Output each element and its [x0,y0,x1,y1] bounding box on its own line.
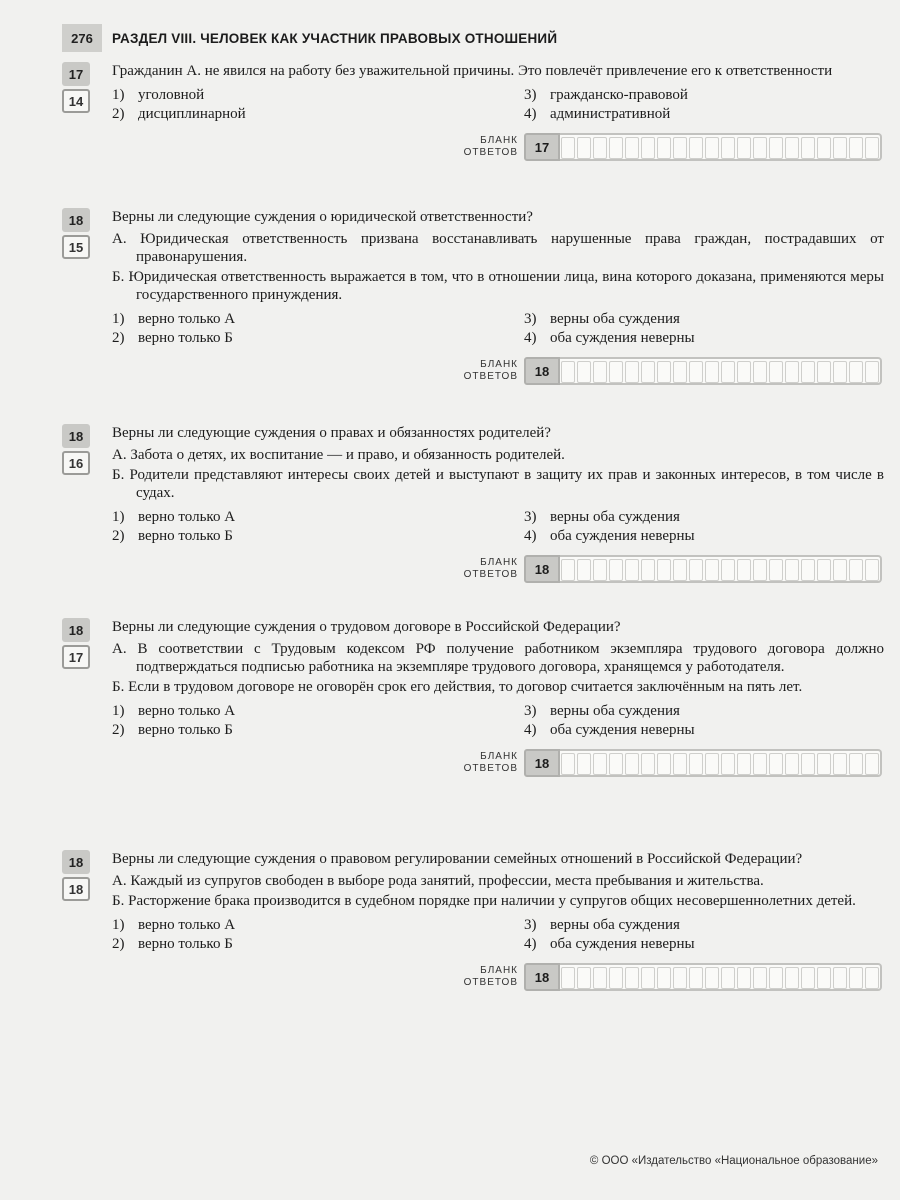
answer-cells[interactable] [560,963,882,991]
answer-cell[interactable] [577,753,591,775]
task-body [112,850,884,953]
answer-cell[interactable] [753,967,767,989]
answer-cell[interactable] [849,753,863,775]
answer-cell[interactable] [561,361,575,383]
answer-option [524,86,884,104]
answer-cell[interactable] [593,361,607,383]
answer-cell[interactable] [689,967,703,989]
answer-cell[interactable] [593,967,607,989]
answer-cell[interactable] [849,967,863,989]
answer-cell[interactable] [737,753,751,775]
option-text: верно только А [138,311,236,327]
answer-cell[interactable] [593,753,607,775]
answer-cell[interactable] [737,559,751,581]
answer-cell[interactable] [641,361,655,383]
answer-cell[interactable] [865,559,879,581]
answer-option [524,310,884,328]
task-body [112,62,884,123]
task-index-badge: 18 [62,877,90,901]
answer-cell[interactable] [673,967,687,989]
answer-cell[interactable] [769,361,783,383]
question-text: Верны ли следующие суждения о правовом регулировании семейных отношений в Российской Федерации? [112,851,803,867]
option-number: 1) [112,703,125,719]
option-text: верны оба суждения [550,311,680,327]
answer-cell[interactable] [737,967,751,989]
statement-text: А. Забота о детях, их воспитание — и право, и обязанность родителей. [112,447,565,463]
statement-text: Б. Расторжение брака производится в судебном порядке при наличии у супругов общих несовершеннолетних детей. [112,893,856,909]
option-number: 2) [112,936,125,952]
answer-label-line2: ОТВЕТОВ [463,977,518,988]
answer-label-line2: ОТВЕТОВ [463,147,518,158]
answer-cell[interactable] [753,753,767,775]
task-number-badge: 18 [62,850,90,874]
option-text: оба суждения неверны [550,936,695,952]
answer-cell[interactable] [769,559,783,581]
option-text: верны оба суждения [550,703,680,719]
answer-option [112,310,524,328]
question-text: Верны ли следующие суждения о правах и обязанностях родителей? [112,425,551,441]
answer-cell[interactable] [657,967,671,989]
answer-cell[interactable] [577,361,591,383]
answer-form-number: 18 [524,357,560,385]
task-block [62,424,884,580]
answer-cell[interactable] [673,361,687,383]
answer-cell[interactable] [689,137,703,159]
answer-cell[interactable] [785,559,799,581]
answer-label-line1: БЛАНК [480,965,518,976]
answer-cell[interactable] [769,967,783,989]
option-text: верно только Б [138,722,233,738]
answer-cell[interactable] [817,361,831,383]
answer-cell[interactable] [849,559,863,581]
answer-options [112,916,884,953]
task-body [112,208,884,347]
option-number: 3) [524,87,537,103]
answer-cell[interactable] [849,137,863,159]
statement-text: А. Каждый из супругов свободен в выборе рода занятий, профессии, места пребывания и жительства. [112,873,764,889]
answer-label-line1: БЛАНК [480,359,518,370]
option-text: верны оба суждения [550,917,680,933]
task-block [62,618,884,774]
option-number: 2) [112,106,125,122]
task-body [112,424,884,545]
answer-cell[interactable] [577,559,591,581]
answer-form-row [464,963,882,991]
answer-option [112,916,524,934]
task-index-badge: 16 [62,451,90,475]
option-number: 3) [524,917,537,933]
page-header [62,24,882,52]
answer-cell[interactable] [625,137,639,159]
answer-cell[interactable] [785,361,799,383]
answer-cell[interactable] [801,753,815,775]
task-block [62,208,884,382]
answer-cell[interactable] [817,137,831,159]
answer-cell[interactable] [721,559,735,581]
answer-cell[interactable] [753,137,767,159]
answer-option [112,86,524,104]
question-text: Гражданин А. не явился на работу без уважительной причины. Это повлечёт привлечение его к ответственности [112,63,833,79]
task-block [62,62,884,158]
statement-text: А. В соответствии с Трудовым кодексом РФ получение работником экземпляра трудового договора должно подтверждаться подписью работника на экземпляре трудового договора, хранящемся у работодателя. [112,641,884,675]
answer-options [112,310,884,347]
answer-cell[interactable] [609,137,623,159]
option-number: 4) [524,722,537,738]
task-badges [62,62,92,116]
answer-cells[interactable] [560,357,882,385]
answer-cell[interactable] [737,137,751,159]
answer-form-row [464,133,882,161]
answer-cell[interactable] [849,361,863,383]
statement-text: Б. Родители представляют интересы своих детей и выступают в защиту их прав и законных интересов, в том числе в судах. [112,467,884,501]
option-number: 1) [112,87,125,103]
option-number: 2) [112,330,125,346]
answer-option [112,105,524,123]
option-text: оба суждения неверны [550,528,695,544]
answer-cell[interactable] [657,137,671,159]
answer-cell[interactable] [865,361,879,383]
answer-cell[interactable] [657,361,671,383]
answer-form-label [464,557,518,581]
option-text: верно только А [138,509,236,525]
option-number: 1) [112,917,125,933]
task-index-badge: 15 [62,235,90,259]
answer-cell[interactable] [561,967,575,989]
option-number: 3) [524,703,537,719]
answer-form-row [464,357,882,385]
answer-cell[interactable] [705,559,719,581]
answer-cell[interactable] [801,137,815,159]
question-text: Верны ли следующие суждения о трудовом договоре в Российской Федерации? [112,619,621,635]
answer-option [524,527,884,545]
task-block [62,850,884,988]
answer-cell[interactable] [865,137,879,159]
answer-cell[interactable] [865,967,879,989]
task-badges [62,424,92,478]
answer-cell[interactable] [609,361,623,383]
answer-cell[interactable] [833,967,847,989]
answer-cell[interactable] [689,361,703,383]
task-number-badge: 17 [62,62,90,86]
answer-cell[interactable] [673,137,687,159]
answer-option [112,721,524,739]
task-number-badge: 18 [62,618,90,642]
option-number: 3) [524,311,537,327]
option-text: оба суждения неверны [550,722,695,738]
answer-options [112,86,884,123]
statement-text: Б. Если в трудовом договоре не оговорён срок его действия, то договор считается заключённым на пять лет. [112,679,803,695]
answer-option [524,508,884,526]
option-number: 4) [524,936,537,952]
answer-cell[interactable] [833,361,847,383]
answer-option [524,935,884,953]
answer-cell[interactable] [801,361,815,383]
statement-text: А. Юридическая ответственность призвана восстанавливать нарушенные права граждан, пострадавших от правонарушения. [112,231,884,265]
answer-cells[interactable] [560,749,882,777]
option-text: уголовной [138,87,205,103]
option-number: 4) [524,528,537,544]
answer-label-line1: БЛАНК [480,751,518,762]
answer-cell[interactable] [801,967,815,989]
option-text: верно только А [138,917,236,933]
answer-label-line2: ОТВЕТОВ [463,763,518,774]
section-title: РАЗДЕЛ VIII. ЧЕЛОВЕК КАК УЧАСТНИК ПРАВОВЫХ ОТНОШЕНИЙ [112,30,558,46]
answer-option [524,916,884,934]
answer-option [112,935,524,953]
answer-cells[interactable] [560,555,882,583]
answer-form-number: 18 [524,555,560,583]
answer-cell[interactable] [737,361,751,383]
answer-cell[interactable] [721,753,735,775]
answer-options [112,702,884,739]
answer-cell[interactable] [609,967,623,989]
task-badges [62,618,92,672]
answer-option [524,702,884,720]
option-text: дисциплинарной [138,106,246,122]
statement-text: Б. Юридическая ответственность выражается в том, что в отношении лица, вина которого доказана, применяются меры государственного принуждения. [112,269,884,303]
answer-option [524,105,884,123]
answer-cell[interactable] [625,361,639,383]
answer-form-label [464,965,518,989]
answer-option [112,527,524,545]
answer-cell[interactable] [833,137,847,159]
answer-option [112,702,524,720]
answer-option [112,508,524,526]
answer-cell[interactable] [753,361,767,383]
task-number-badge: 18 [62,208,90,232]
answer-form-label [464,751,518,775]
answer-cell[interactable] [753,559,767,581]
answer-cell[interactable] [705,967,719,989]
task-badges [62,208,92,262]
task-badges [62,850,92,904]
answer-cell[interactable] [769,137,783,159]
option-text: оба суждения неверны [550,330,695,346]
answer-cell[interactable] [657,753,671,775]
answer-cell[interactable] [641,137,655,159]
option-text: верно только Б [138,330,233,346]
answer-form-number: 18 [524,749,560,777]
answer-cell[interactable] [641,753,655,775]
answer-form-label [464,359,518,383]
publisher-footer: © ООО «Издательство «Национальное образование» [589,1155,878,1167]
option-text: административной [550,106,671,122]
answer-cell[interactable] [785,753,799,775]
answer-cell[interactable] [833,559,847,581]
answer-cell[interactable] [833,753,847,775]
answer-cell[interactable] [721,137,735,159]
answer-options [112,508,884,545]
answer-cell[interactable] [801,559,815,581]
answer-cell[interactable] [705,361,719,383]
answer-option [524,329,884,347]
task-index-badge: 17 [62,645,90,669]
answer-label-line1: БЛАНК [480,135,518,146]
answer-form-number: 18 [524,963,560,991]
answer-cell[interactable] [577,137,591,159]
answer-form-label [464,135,518,159]
answer-option [112,329,524,347]
answer-form-number: 17 [524,133,560,161]
option-number: 4) [524,106,537,122]
answer-cell[interactable] [561,137,575,159]
task-number-badge: 18 [62,424,90,448]
answer-form-row [464,555,882,583]
option-text: верно только Б [138,528,233,544]
answer-cell[interactable] [817,753,831,775]
answer-cells[interactable] [560,133,882,161]
task-index-badge: 14 [62,89,90,113]
answer-cell[interactable] [625,967,639,989]
answer-cell[interactable] [785,137,799,159]
answer-cell[interactable] [705,137,719,159]
answer-cell[interactable] [577,967,591,989]
answer-cell[interactable] [609,753,623,775]
answer-cell[interactable] [689,753,703,775]
option-number: 2) [112,722,125,738]
answer-cell[interactable] [817,559,831,581]
option-text: верно только А [138,703,236,719]
option-number: 2) [112,528,125,544]
answer-cell[interactable] [689,559,703,581]
option-text: верно только Б [138,936,233,952]
answer-form-row [464,749,882,777]
page-number: 276 [62,24,102,52]
answer-cell[interactable] [561,753,575,775]
answer-cell[interactable] [561,559,575,581]
answer-cell[interactable] [673,559,687,581]
answer-cell[interactable] [817,967,831,989]
answer-label-line2: ОТВЕТОВ [463,569,518,580]
answer-cell[interactable] [721,967,735,989]
answer-cell[interactable] [641,559,655,581]
option-number: 3) [524,509,537,525]
answer-label-line1: БЛАНК [480,557,518,568]
answer-cell[interactable] [625,559,639,581]
answer-cell[interactable] [657,559,671,581]
option-number: 4) [524,330,537,346]
answer-cell[interactable] [593,137,607,159]
option-text: гражданско-правовой [550,87,688,103]
answer-cell[interactable] [593,559,607,581]
option-number: 1) [112,311,125,327]
answer-cell[interactable] [721,361,735,383]
question-text: Верны ли следующие суждения о юридической ответственности? [112,209,533,225]
answer-cell[interactable] [609,559,623,581]
option-number: 1) [112,509,125,525]
answer-cell[interactable] [865,753,879,775]
task-body [112,618,884,739]
answer-cell[interactable] [625,753,639,775]
answer-cell[interactable] [769,753,783,775]
answer-cell[interactable] [673,753,687,775]
option-text: верны оба суждения [550,509,680,525]
answer-label-line2: ОТВЕТОВ [463,371,518,382]
answer-cell[interactable] [785,967,799,989]
answer-cell[interactable] [641,967,655,989]
answer-cell[interactable] [705,753,719,775]
answer-option [524,721,884,739]
